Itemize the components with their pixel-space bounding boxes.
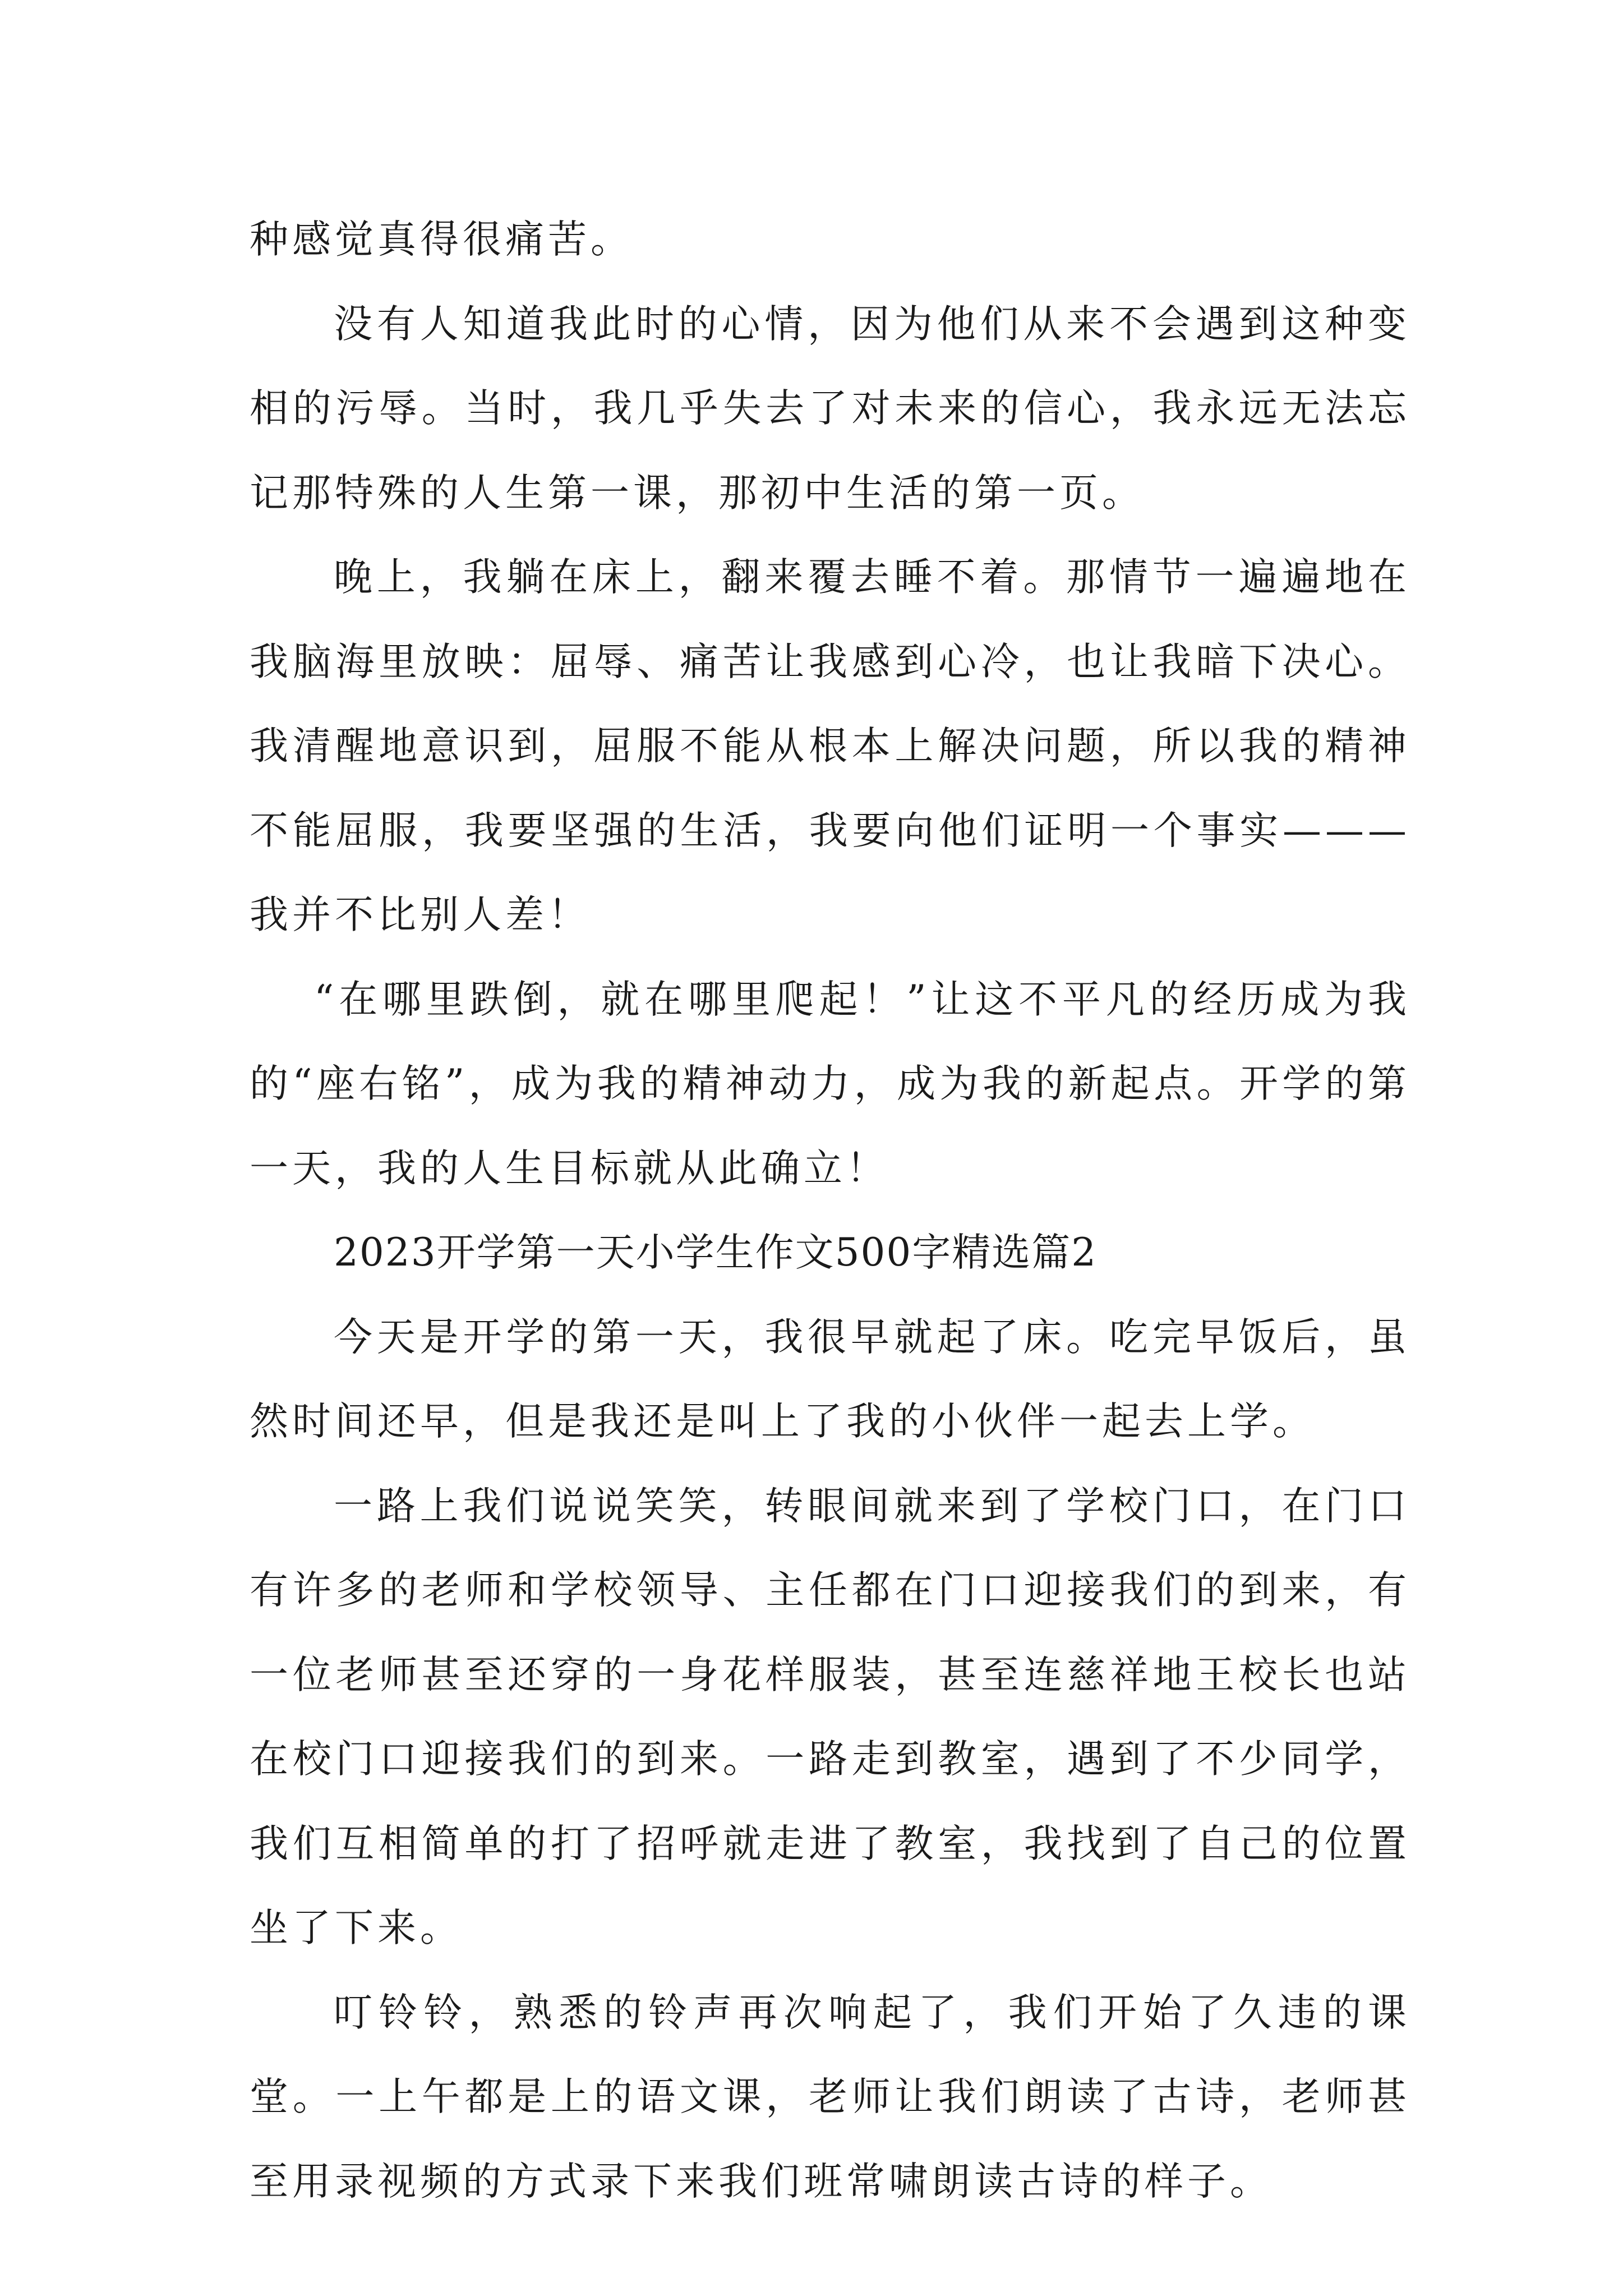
paragraph: 没有人知道我此时的心情，因为他们从来不会遇到这种变相的污辱。当时，我几乎失去了对未来的信心，我永远无法忘记那特殊的人生第一课，那初中生活的第一页。 bbox=[250, 301, 1410, 516]
document-body bbox=[250, 197, 1410, 2224]
paragraph: 叮铃铃，熟悉的铃声再次响起了，我们开始了久违的课堂。一上午都是上的语文课，老师让我们朗读了古诗，老师甚至用录视频的方式录下来我们班常啸朗读古诗的样子。 bbox=[250, 1990, 1410, 2204]
paragraph-continuation: 种感觉真得很痛苦。 bbox=[250, 217, 633, 262]
paragraph: 一路上我们说说笑笑，转眼间就来到了学校门口，在门口有许多的老师和学校领导、主任都在门口迎接我们的到来，有一位老师甚至还穿的一身花样服装，甚至连慈祥地王校长也站在校门口迎接我们的到来。一路走到教室，遇到了不少同学，我们互相简单的打了招呼就走进了教室，我找到了自己的位置坐了下来。 bbox=[250, 1483, 1410, 1950]
paragraph: 今天是开学的第一天，我很早就起了床。吃完早饭后，虽然时间还早，但是我还是叫上了我的小伙伴一起去上学。 bbox=[250, 1314, 1410, 1444]
section-heading: 2023开学第一天小学生作文500字精选篇2 bbox=[334, 1230, 1098, 1275]
paragraph: “在哪里跌倒，就在哪里爬起！”让这不平凡的经历成为我的“座右铭”，成为我的精神动力，成为我的新起点。开学的第一天，我的人生目标就从此确立！ bbox=[250, 977, 1410, 1191]
paragraph: 晚上，我躺在床上，翻来覆去睡不着。那情节一遍遍地在我脑海里放映：屈辱、痛苦让我感到心冷，也让我暗下决心。我清醒地意识到，屈服不能从根本上解决问题，所以我的精神不能屈服，我要坚强的生活，我要向他们证明一个事实———我并不比别人差！ bbox=[250, 555, 1410, 937]
